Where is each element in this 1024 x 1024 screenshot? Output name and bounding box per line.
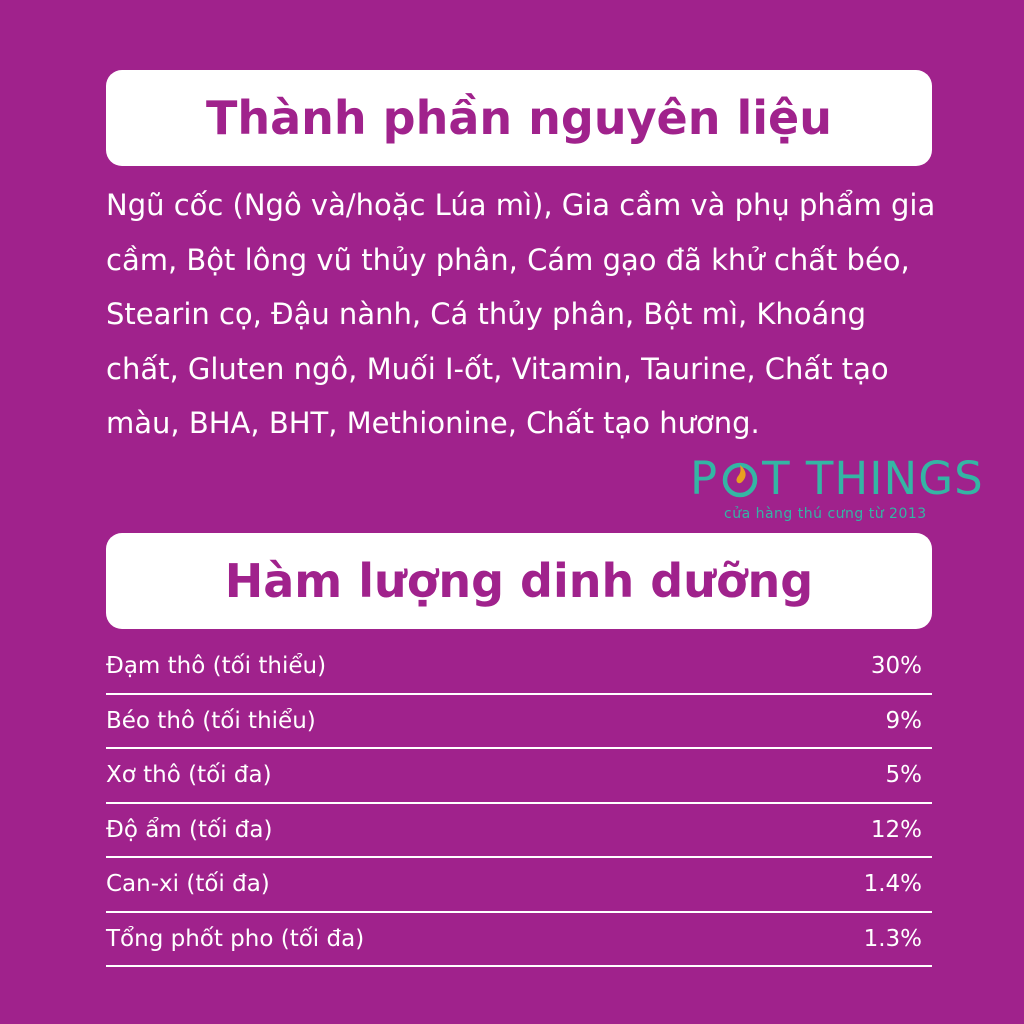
nutrition-row [106, 858, 932, 913]
nutrition-row [106, 913, 932, 968]
nutrition-label: Béo thô (tối thiểu) [106, 707, 316, 734]
nutrition-value: 30% [870, 653, 922, 680]
nutrition-label: Độ ẩm (tối đa) [106, 816, 273, 843]
nutrition-value: 1.4% [863, 871, 922, 898]
ingredients-text: Ngũ cốc (Ngô và/hoặc Lúa mì), Gia cầm và phụ phẩm gia cầm, Bột lông vũ thủy phân, Cám gạo đã khử chất béo, Stearin cọ, Đậu nành, Cá thủy phân, Bột mì, Khoáng chất, Gluten ngô, Muối I-ốt, Vitamin, Taurine, Chất tạo màu, BHA, BHT, Methionine, Chất tạo hương. [106, 188, 936, 440]
ingredients-heading: Thành phần nguyên liệu [205, 91, 832, 145]
nutrition-label: Đạm thô (tối thiểu) [106, 653, 327, 680]
ingredients-heading-box [106, 70, 932, 166]
nutrition-label: Tổng phốt pho (tối đa) [106, 925, 365, 952]
nutrition-heading-box [106, 533, 932, 629]
brand-tagline: cửa hàng thú cưng từ 2013 [724, 506, 927, 522]
brand-name [690, 452, 984, 506]
brand-name-part1: P [690, 452, 719, 505]
nutrition-value: 12% [870, 816, 922, 843]
nutrition-value: 5% [885, 762, 922, 789]
nutrition-value: 1.3% [863, 925, 922, 952]
nutrition-table [106, 640, 932, 967]
nutrition-heading: Hàm lượng dinh dưỡng [224, 554, 814, 608]
nutrition-row [106, 640, 932, 695]
nutrition-label: Can-xi (tối đa) [106, 871, 270, 898]
nutrition-row [106, 804, 932, 859]
brand-name-part2: T THINGS [762, 452, 984, 505]
nutrition-row [106, 695, 932, 750]
nutrition-label: Xơ thô (tối đa) [106, 762, 272, 789]
flame-e-icon [720, 458, 760, 498]
nutrition-value: 9% [885, 707, 922, 734]
nutrition-row [106, 749, 932, 804]
brand-logo [690, 452, 1010, 532]
